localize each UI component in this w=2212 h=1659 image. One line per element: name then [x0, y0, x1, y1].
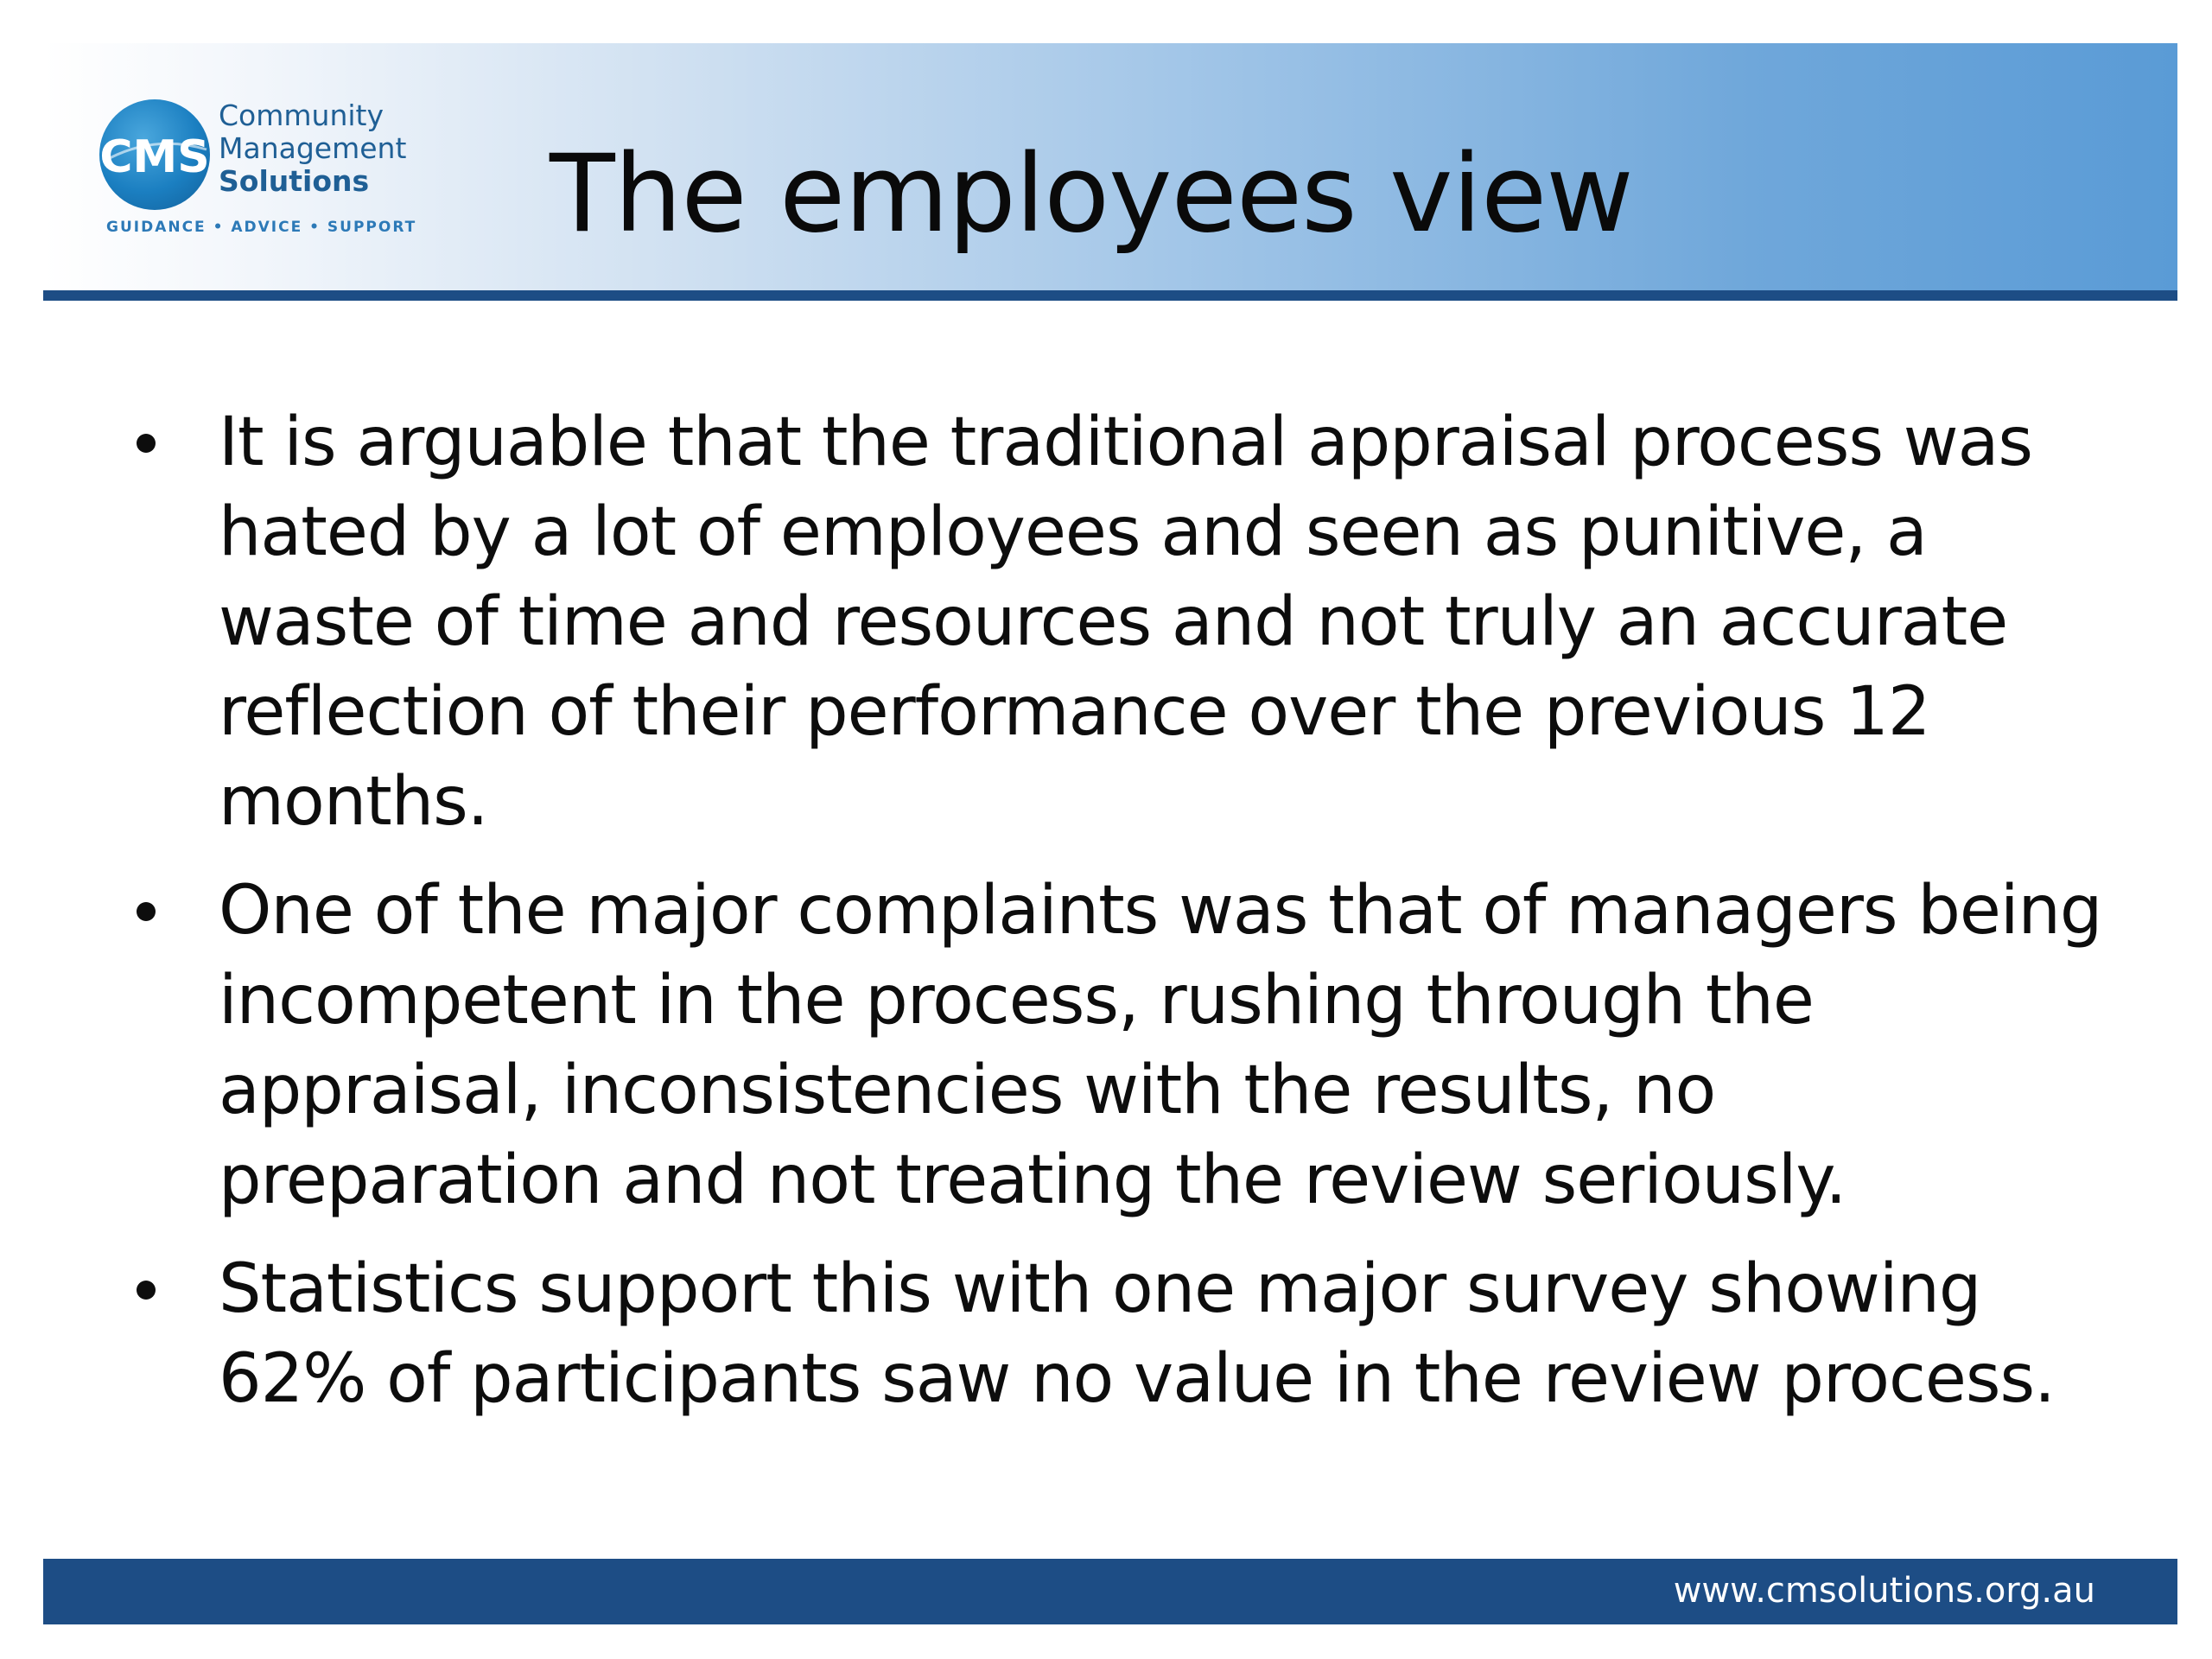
cms-logo-mark [99, 99, 210, 210]
footer-bar [43, 1559, 2177, 1624]
slide-title: The employees view [550, 132, 1633, 257]
bullet-icon [137, 902, 156, 921]
bullet-icon [137, 434, 156, 453]
bullet-text: Statistics support this with one major survey showing 62% of participants saw no value in the review process. [219, 1250, 2055, 1418]
bullet-list [130, 397, 2108, 1443]
logo-line-community: Community [219, 99, 384, 132]
bullet-text: One of the major complaints was that of managers being incompetent in the process, rushing through the appraisal, inconsistencies with the results, no preparation and not treating the review seriously. [219, 872, 2102, 1219]
footer-url: www.cmsolutions.org.au [1673, 1571, 2095, 1611]
bullet-item [130, 1244, 2108, 1424]
bullet-item [130, 397, 2108, 847]
logo-tagline: GUIDANCE • ADVICE • SUPPORT [106, 219, 417, 236]
cms-logo-icon [99, 99, 210, 210]
header-divider [43, 290, 2177, 301]
cms-logo [99, 99, 419, 246]
bullet-text: It is arguable that the traditional appraisal process was hated by a lot of employees and seen as punitive, a waste of time and resources and not truly an accurate reflection of their performance over the previous 12 months. [219, 404, 2033, 841]
bullet-icon [137, 1281, 156, 1300]
cms-logo-initials: CMS [99, 131, 210, 183]
logo-line-management: Management [219, 131, 407, 165]
bullet-item [130, 866, 2108, 1225]
cms-logo-wordmark [219, 99, 406, 198]
logo-line-solutions: Solutions [219, 164, 370, 198]
